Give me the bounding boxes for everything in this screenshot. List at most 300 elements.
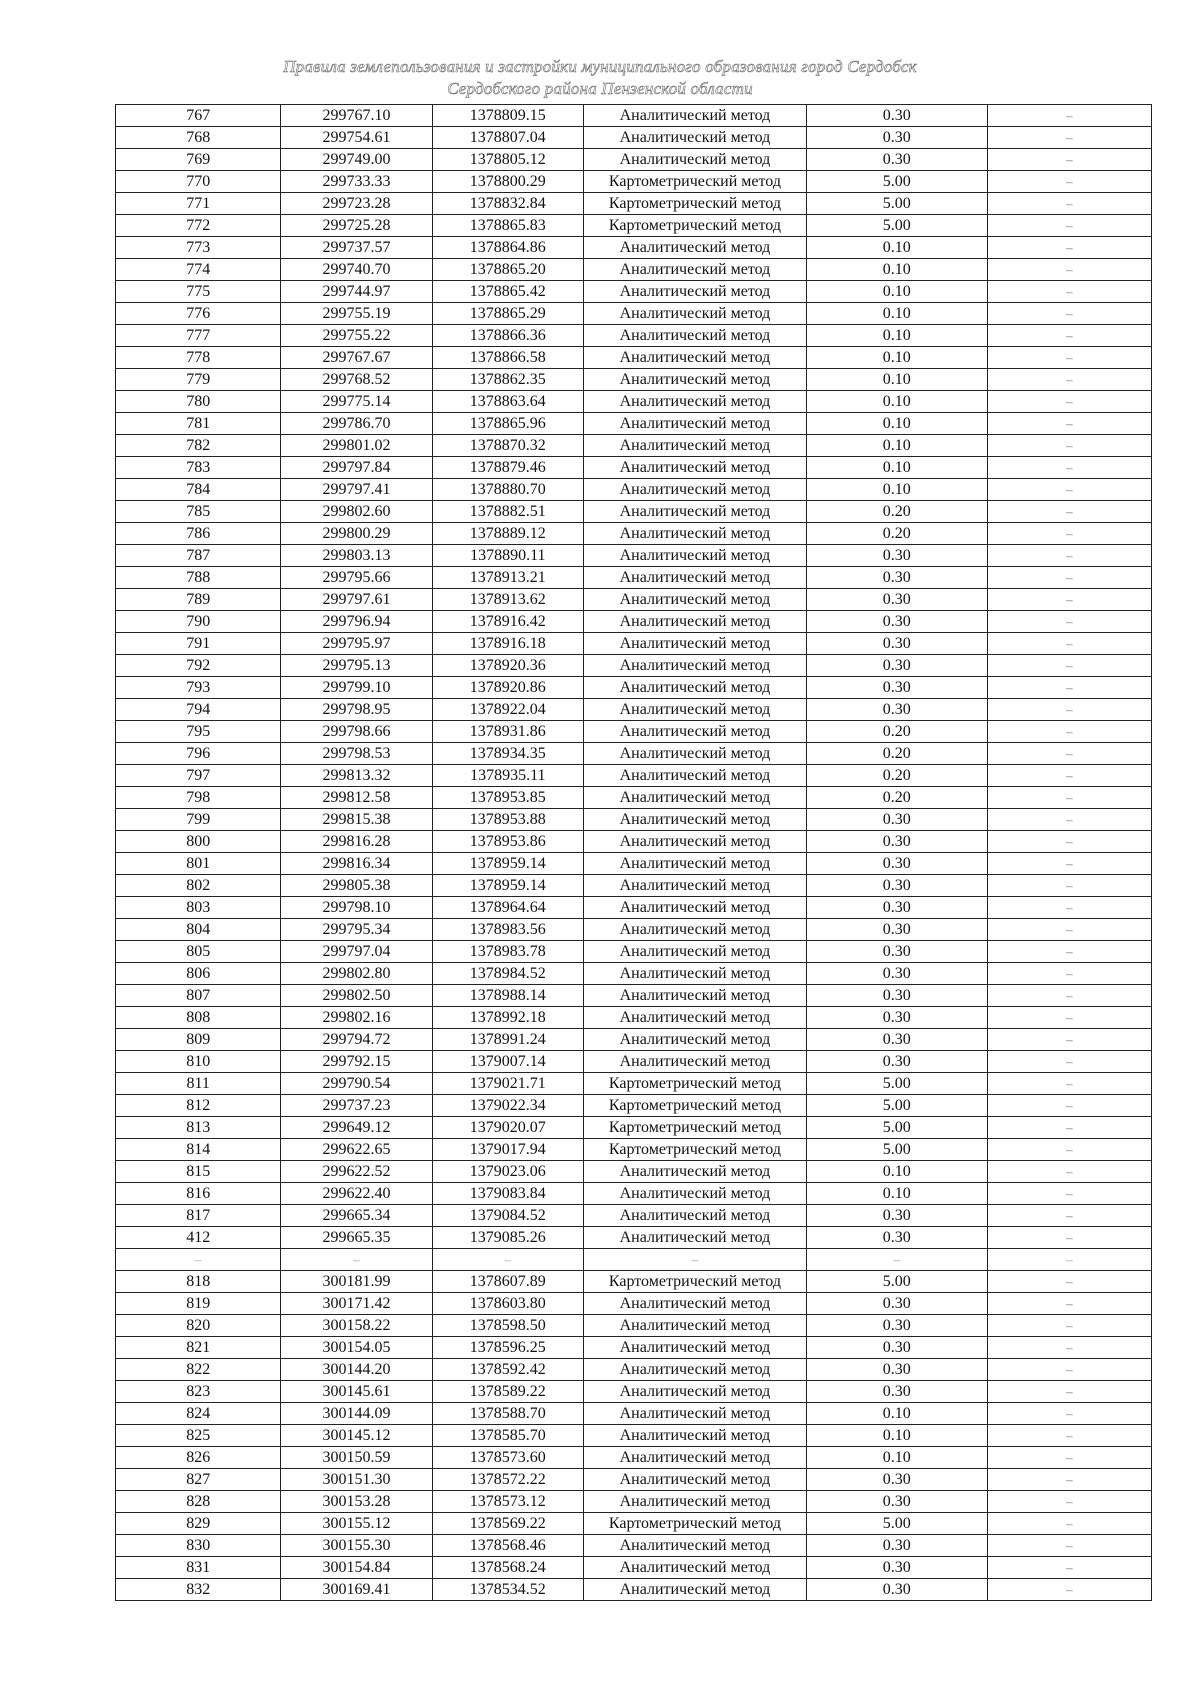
table-row — [116, 325, 1152, 347]
accuracy-cell: 0.20 — [806, 501, 987, 523]
y-coordinate-cell: 1378959.14 — [432, 853, 583, 875]
table-row — [116, 259, 1152, 281]
accuracy-cell: 5.00 — [806, 1271, 987, 1293]
note-cell: – — [987, 963, 1151, 985]
point-number-cell: 794 — [116, 699, 281, 721]
y-coordinate-cell: 1379007.14 — [432, 1051, 583, 1073]
table-row — [116, 1425, 1152, 1447]
point-number-cell: 830 — [116, 1535, 281, 1557]
note-cell: – — [987, 1447, 1151, 1469]
accuracy-cell: 0.30 — [806, 985, 987, 1007]
accuracy-cell: 0.20 — [806, 765, 987, 787]
note-cell: – — [987, 149, 1151, 171]
point-number-cell: 831 — [116, 1557, 281, 1579]
note-cell: – — [987, 391, 1151, 413]
x-coordinate-cell: 300153.28 — [281, 1491, 432, 1513]
accuracy-cell: 5.00 — [806, 1513, 987, 1535]
y-coordinate-cell: 1378805.12 — [432, 149, 583, 171]
table-row — [116, 281, 1152, 303]
point-number-cell: 805 — [116, 941, 281, 963]
table-row — [116, 435, 1152, 457]
point-number-cell: 773 — [116, 237, 281, 259]
table-row — [116, 721, 1152, 743]
y-coordinate-cell: 1378589.22 — [432, 1381, 583, 1403]
note-cell: – — [987, 347, 1151, 369]
table-row — [116, 677, 1152, 699]
accuracy-cell: 0.10 — [806, 303, 987, 325]
method-cell: Аналитический метод — [583, 545, 806, 567]
x-coordinate-cell: 300150.59 — [281, 1447, 432, 1469]
y-coordinate-cell: 1378920.86 — [432, 677, 583, 699]
note-cell: – — [987, 1579, 1151, 1601]
table-row — [116, 809, 1152, 831]
accuracy-cell: 0.30 — [806, 963, 987, 985]
accuracy-cell: 0.30 — [806, 677, 987, 699]
accuracy-cell: 0.30 — [806, 809, 987, 831]
note-cell: – — [987, 765, 1151, 787]
table-row — [116, 1381, 1152, 1403]
x-coordinate-cell: 299749.00 — [281, 149, 432, 171]
accuracy-cell: 0.10 — [806, 457, 987, 479]
y-coordinate-cell: 1378913.21 — [432, 567, 583, 589]
accuracy-cell: 5.00 — [806, 215, 987, 237]
note-cell: – — [987, 1161, 1151, 1183]
note-cell: – — [987, 1073, 1151, 1095]
table-row — [116, 1403, 1152, 1425]
point-number-cell: 806 — [116, 963, 281, 985]
coordinates-table — [115, 104, 1152, 1601]
point-number-cell: 804 — [116, 919, 281, 941]
method-cell: Картометрический метод — [583, 215, 806, 237]
y-coordinate-cell: 1379083.84 — [432, 1183, 583, 1205]
y-coordinate-cell: 1378598.50 — [432, 1315, 583, 1337]
method-cell: Аналитический метод — [583, 369, 806, 391]
method-cell: Аналитический метод — [583, 1337, 806, 1359]
x-coordinate-cell: 300144.20 — [281, 1359, 432, 1381]
note-cell: – — [987, 1249, 1151, 1271]
x-coordinate-cell: 299797.84 — [281, 457, 432, 479]
point-number-cell: 832 — [116, 1579, 281, 1601]
table-row — [116, 1359, 1152, 1381]
point-number-cell: 810 — [116, 1051, 281, 1073]
point-number-cell: 787 — [116, 545, 281, 567]
y-coordinate-cell: 1379084.52 — [432, 1205, 583, 1227]
method-cell: Аналитический метод — [583, 1359, 806, 1381]
method-cell: Аналитический метод — [583, 567, 806, 589]
method-cell: Аналитический метод — [583, 611, 806, 633]
point-number-cell: 774 — [116, 259, 281, 281]
note-cell: – — [987, 1271, 1151, 1293]
accuracy-cell: 0.30 — [806, 1051, 987, 1073]
x-coordinate-cell: 299802.80 — [281, 963, 432, 985]
accuracy-cell: 0.30 — [806, 149, 987, 171]
y-coordinate-cell: 1378800.29 — [432, 171, 583, 193]
y-coordinate-cell: 1378882.51 — [432, 501, 583, 523]
note-cell: – — [987, 831, 1151, 853]
header-line-1: Правила землепользования и застройки муниципального образования город Сердобск — [283, 57, 917, 76]
accuracy-cell: 0.30 — [806, 105, 987, 127]
x-coordinate-cell: 299786.70 — [281, 413, 432, 435]
note-cell: – — [987, 1205, 1151, 1227]
table-row — [116, 237, 1152, 259]
x-coordinate-cell: 299797.04 — [281, 941, 432, 963]
method-cell: Аналитический метод — [583, 985, 806, 1007]
method-cell: Аналитический метод — [583, 919, 806, 941]
table-row — [116, 1535, 1152, 1557]
x-coordinate-cell: 299725.28 — [281, 215, 432, 237]
point-number-cell: 825 — [116, 1425, 281, 1447]
accuracy-cell: 0.30 — [806, 1535, 987, 1557]
accuracy-cell: – — [806, 1249, 987, 1271]
note-cell: – — [987, 1337, 1151, 1359]
point-number-cell: 791 — [116, 633, 281, 655]
y-coordinate-cell: 1379021.71 — [432, 1073, 583, 1095]
accuracy-cell: 0.30 — [806, 1359, 987, 1381]
table-row — [116, 743, 1152, 765]
table-row — [116, 699, 1152, 721]
method-cell: Картометрический метод — [583, 1073, 806, 1095]
y-coordinate-cell: 1378568.24 — [432, 1557, 583, 1579]
point-number-cell: 809 — [116, 1029, 281, 1051]
x-coordinate-cell: 299802.60 — [281, 501, 432, 523]
table-row — [116, 853, 1152, 875]
note-cell: – — [987, 215, 1151, 237]
y-coordinate-cell: 1378992.18 — [432, 1007, 583, 1029]
y-coordinate-cell: 1378959.14 — [432, 875, 583, 897]
table-row — [116, 149, 1152, 171]
method-cell: Картометрический метод — [583, 1271, 806, 1293]
point-number-cell: 812 — [116, 1095, 281, 1117]
accuracy-cell: 0.30 — [806, 1491, 987, 1513]
method-cell: Аналитический метод — [583, 479, 806, 501]
accuracy-cell: 0.20 — [806, 721, 987, 743]
x-coordinate-cell: 299649.12 — [281, 1117, 432, 1139]
y-coordinate-cell: 1378832.84 — [432, 193, 583, 215]
x-coordinate-cell: 299790.54 — [281, 1073, 432, 1095]
y-coordinate-cell: 1378880.70 — [432, 479, 583, 501]
x-coordinate-cell: 299801.02 — [281, 435, 432, 457]
table-row — [116, 391, 1152, 413]
point-number-cell: 789 — [116, 589, 281, 611]
method-cell: Аналитический метод — [583, 655, 806, 677]
accuracy-cell: 0.30 — [806, 1007, 987, 1029]
point-number-cell: 782 — [116, 435, 281, 457]
point-number-cell: 826 — [116, 1447, 281, 1469]
x-coordinate-cell: 299737.57 — [281, 237, 432, 259]
point-number-cell: 800 — [116, 831, 281, 853]
note-cell: – — [987, 721, 1151, 743]
accuracy-cell: 0.30 — [806, 1315, 987, 1337]
note-cell: – — [987, 303, 1151, 325]
x-coordinate-cell: 299665.34 — [281, 1205, 432, 1227]
point-number-cell: 803 — [116, 897, 281, 919]
method-cell: Картометрический метод — [583, 1117, 806, 1139]
y-coordinate-cell: 1378865.83 — [432, 215, 583, 237]
point-number-cell: 795 — [116, 721, 281, 743]
note-cell: – — [987, 237, 1151, 259]
table-row — [116, 633, 1152, 655]
accuracy-cell: 0.10 — [806, 435, 987, 457]
accuracy-cell: 0.30 — [806, 941, 987, 963]
note-cell: – — [987, 281, 1151, 303]
y-coordinate-cell: 1378572.22 — [432, 1469, 583, 1491]
accuracy-cell: 0.30 — [806, 897, 987, 919]
accuracy-cell: 0.10 — [806, 1161, 987, 1183]
point-number-cell: 813 — [116, 1117, 281, 1139]
point-number-cell: 820 — [116, 1315, 281, 1337]
x-coordinate-cell: 299812.58 — [281, 787, 432, 809]
method-cell: Аналитический метод — [583, 633, 806, 655]
point-number-cell: 792 — [116, 655, 281, 677]
table-row — [116, 369, 1152, 391]
accuracy-cell: 5.00 — [806, 171, 987, 193]
point-number-cell: 815 — [116, 1161, 281, 1183]
method-cell: Аналитический метод — [583, 589, 806, 611]
y-coordinate-cell: 1378865.29 — [432, 303, 583, 325]
point-number-cell: 814 — [116, 1139, 281, 1161]
point-number-cell: 828 — [116, 1491, 281, 1513]
accuracy-cell: 0.30 — [806, 919, 987, 941]
x-coordinate-cell: 299744.97 — [281, 281, 432, 303]
note-cell: – — [987, 809, 1151, 831]
accuracy-cell: 0.30 — [806, 1029, 987, 1051]
note-cell: – — [987, 1513, 1151, 1535]
table-row — [116, 1161, 1152, 1183]
note-cell: – — [987, 1293, 1151, 1315]
point-number-cell: 801 — [116, 853, 281, 875]
point-number-cell: 798 — [116, 787, 281, 809]
table-row — [116, 1469, 1152, 1491]
point-number-cell: 797 — [116, 765, 281, 787]
x-coordinate-cell: 299795.66 — [281, 567, 432, 589]
point-number-cell: 816 — [116, 1183, 281, 1205]
y-coordinate-cell: 1378922.04 — [432, 699, 583, 721]
table-row — [116, 501, 1152, 523]
x-coordinate-cell: 299767.67 — [281, 347, 432, 369]
accuracy-cell: 5.00 — [806, 1095, 987, 1117]
accuracy-cell: 0.30 — [806, 1337, 987, 1359]
method-cell: Аналитический метод — [583, 699, 806, 721]
method-cell: Аналитический метод — [583, 1579, 806, 1601]
note-cell: – — [987, 1557, 1151, 1579]
note-cell: – — [987, 545, 1151, 567]
method-cell: Аналитический метод — [583, 831, 806, 853]
method-cell: Аналитический метод — [583, 1293, 806, 1315]
y-coordinate-cell: 1378588.70 — [432, 1403, 583, 1425]
note-cell: – — [987, 1227, 1151, 1249]
accuracy-cell: 0.10 — [806, 259, 987, 281]
point-number-cell: 822 — [116, 1359, 281, 1381]
note-cell: – — [987, 1359, 1151, 1381]
accuracy-cell: 0.30 — [806, 1557, 987, 1579]
table-row — [116, 171, 1152, 193]
point-number-cell: 772 — [116, 215, 281, 237]
y-coordinate-cell: 1378983.78 — [432, 941, 583, 963]
note-cell: – — [987, 897, 1151, 919]
table-row — [116, 1205, 1152, 1227]
accuracy-cell: 0.30 — [806, 127, 987, 149]
x-coordinate-cell: 299800.29 — [281, 523, 432, 545]
y-coordinate-cell: 1379023.06 — [432, 1161, 583, 1183]
point-number-cell: 808 — [116, 1007, 281, 1029]
point-number-cell: 819 — [116, 1293, 281, 1315]
note-cell: – — [987, 699, 1151, 721]
accuracy-cell: 0.30 — [806, 853, 987, 875]
table-row — [116, 1183, 1152, 1205]
accuracy-cell: 0.30 — [806, 1293, 987, 1315]
table-row — [116, 1249, 1152, 1271]
table-row — [116, 1007, 1152, 1029]
x-coordinate-cell: 300181.99 — [281, 1271, 432, 1293]
x-coordinate-cell: 300171.42 — [281, 1293, 432, 1315]
y-coordinate-cell: 1378991.24 — [432, 1029, 583, 1051]
note-cell: – — [987, 611, 1151, 633]
accuracy-cell: 0.30 — [806, 567, 987, 589]
point-number-cell: 776 — [116, 303, 281, 325]
y-coordinate-cell: 1379017.94 — [432, 1139, 583, 1161]
x-coordinate-cell: 299755.19 — [281, 303, 432, 325]
method-cell: Аналитический метод — [583, 435, 806, 457]
method-cell: Аналитический метод — [583, 1557, 806, 1579]
table-row — [116, 457, 1152, 479]
x-coordinate-cell: 300154.84 — [281, 1557, 432, 1579]
point-number-cell: 778 — [116, 347, 281, 369]
x-coordinate-cell: 299775.14 — [281, 391, 432, 413]
method-cell: Аналитический метод — [583, 721, 806, 743]
accuracy-cell: 5.00 — [806, 193, 987, 215]
table-row — [116, 787, 1152, 809]
point-number-cell: 790 — [116, 611, 281, 633]
note-cell: – — [987, 1007, 1151, 1029]
y-coordinate-cell: 1378916.42 — [432, 611, 583, 633]
method-cell: Картометрический метод — [583, 1139, 806, 1161]
method-cell: Картометрический метод — [583, 193, 806, 215]
note-cell: – — [987, 1051, 1151, 1073]
accuracy-cell: 0.10 — [806, 369, 987, 391]
x-coordinate-cell: 299816.34 — [281, 853, 432, 875]
accuracy-cell: 0.10 — [806, 1183, 987, 1205]
note-cell: – — [987, 1425, 1151, 1447]
x-coordinate-cell: 299723.28 — [281, 193, 432, 215]
y-coordinate-cell: 1378913.62 — [432, 589, 583, 611]
table-row — [116, 875, 1152, 897]
accuracy-cell: 0.10 — [806, 1425, 987, 1447]
table-row — [116, 611, 1152, 633]
point-number-cell: 771 — [116, 193, 281, 215]
method-cell: Аналитический метод — [583, 1029, 806, 1051]
x-coordinate-cell: 299805.38 — [281, 875, 432, 897]
table-row — [116, 1491, 1152, 1513]
y-coordinate-cell: 1378866.36 — [432, 325, 583, 347]
x-coordinate-cell: 299802.50 — [281, 985, 432, 1007]
note-cell: – — [987, 985, 1151, 1007]
note-cell: – — [987, 1315, 1151, 1337]
method-cell: Аналитический метод — [583, 1007, 806, 1029]
y-coordinate-cell: 1378953.85 — [432, 787, 583, 809]
x-coordinate-cell: 300169.41 — [281, 1579, 432, 1601]
note-cell: – — [987, 1139, 1151, 1161]
table-row — [116, 941, 1152, 963]
note-cell: – — [987, 479, 1151, 501]
table-row — [116, 1293, 1152, 1315]
point-number-cell: 785 — [116, 501, 281, 523]
accuracy-cell: 0.10 — [806, 391, 987, 413]
x-coordinate-cell: 300145.61 — [281, 1381, 432, 1403]
table-row — [116, 655, 1152, 677]
method-cell: Аналитический метод — [583, 259, 806, 281]
table-row — [116, 1095, 1152, 1117]
y-coordinate-cell: 1378866.58 — [432, 347, 583, 369]
method-cell: Аналитический метод — [583, 237, 806, 259]
point-number-cell: 817 — [116, 1205, 281, 1227]
note-cell: – — [987, 1029, 1151, 1051]
note-cell: – — [987, 633, 1151, 655]
y-coordinate-cell: 1378988.14 — [432, 985, 583, 1007]
point-number-cell: 770 — [116, 171, 281, 193]
x-coordinate-cell: 299802.16 — [281, 1007, 432, 1029]
table-row — [116, 765, 1152, 787]
note-cell: – — [987, 501, 1151, 523]
x-coordinate-cell: 299816.28 — [281, 831, 432, 853]
accuracy-cell: 0.20 — [806, 523, 987, 545]
point-number-cell: – — [116, 1249, 281, 1271]
x-coordinate-cell: 299795.34 — [281, 919, 432, 941]
point-number-cell: 767 — [116, 105, 281, 127]
y-coordinate-cell: 1378596.25 — [432, 1337, 583, 1359]
accuracy-cell: 0.30 — [806, 699, 987, 721]
note-cell: – — [987, 941, 1151, 963]
note-cell: – — [987, 1381, 1151, 1403]
table-row — [116, 1051, 1152, 1073]
x-coordinate-cell: 299792.15 — [281, 1051, 432, 1073]
method-cell: Картометрический метод — [583, 1095, 806, 1117]
y-coordinate-cell: 1378890.11 — [432, 545, 583, 567]
accuracy-cell: 0.10 — [806, 281, 987, 303]
method-cell: Аналитический метод — [583, 523, 806, 545]
x-coordinate-cell: 299768.52 — [281, 369, 432, 391]
x-coordinate-cell: 300151.30 — [281, 1469, 432, 1491]
note-cell: – — [987, 171, 1151, 193]
method-cell: Аналитический метод — [583, 787, 806, 809]
note-cell: – — [987, 1535, 1151, 1557]
note-cell: – — [987, 523, 1151, 545]
note-cell: – — [987, 787, 1151, 809]
y-coordinate-cell: 1378953.88 — [432, 809, 583, 831]
point-number-cell: 784 — [116, 479, 281, 501]
page-header — [0, 56, 1200, 100]
method-cell: Аналитический метод — [583, 501, 806, 523]
accuracy-cell: 0.30 — [806, 633, 987, 655]
y-coordinate-cell: 1379022.34 — [432, 1095, 583, 1117]
note-cell: – — [987, 1183, 1151, 1205]
x-coordinate-cell: 299733.33 — [281, 171, 432, 193]
y-coordinate-cell: 1378864.86 — [432, 237, 583, 259]
y-coordinate-cell: 1378879.46 — [432, 457, 583, 479]
accuracy-cell: 0.30 — [806, 831, 987, 853]
method-cell: Аналитический метод — [583, 1535, 806, 1557]
method-cell: Аналитический метод — [583, 1381, 806, 1403]
point-number-cell: 777 — [116, 325, 281, 347]
accuracy-cell: 0.10 — [806, 479, 987, 501]
table-row — [116, 1117, 1152, 1139]
accuracy-cell: 0.30 — [806, 1381, 987, 1403]
y-coordinate-cell: 1378573.60 — [432, 1447, 583, 1469]
point-number-cell: 775 — [116, 281, 281, 303]
note-cell: – — [987, 457, 1151, 479]
x-coordinate-cell: 299622.40 — [281, 1183, 432, 1205]
accuracy-cell: 0.30 — [806, 611, 987, 633]
table-row — [116, 963, 1152, 985]
